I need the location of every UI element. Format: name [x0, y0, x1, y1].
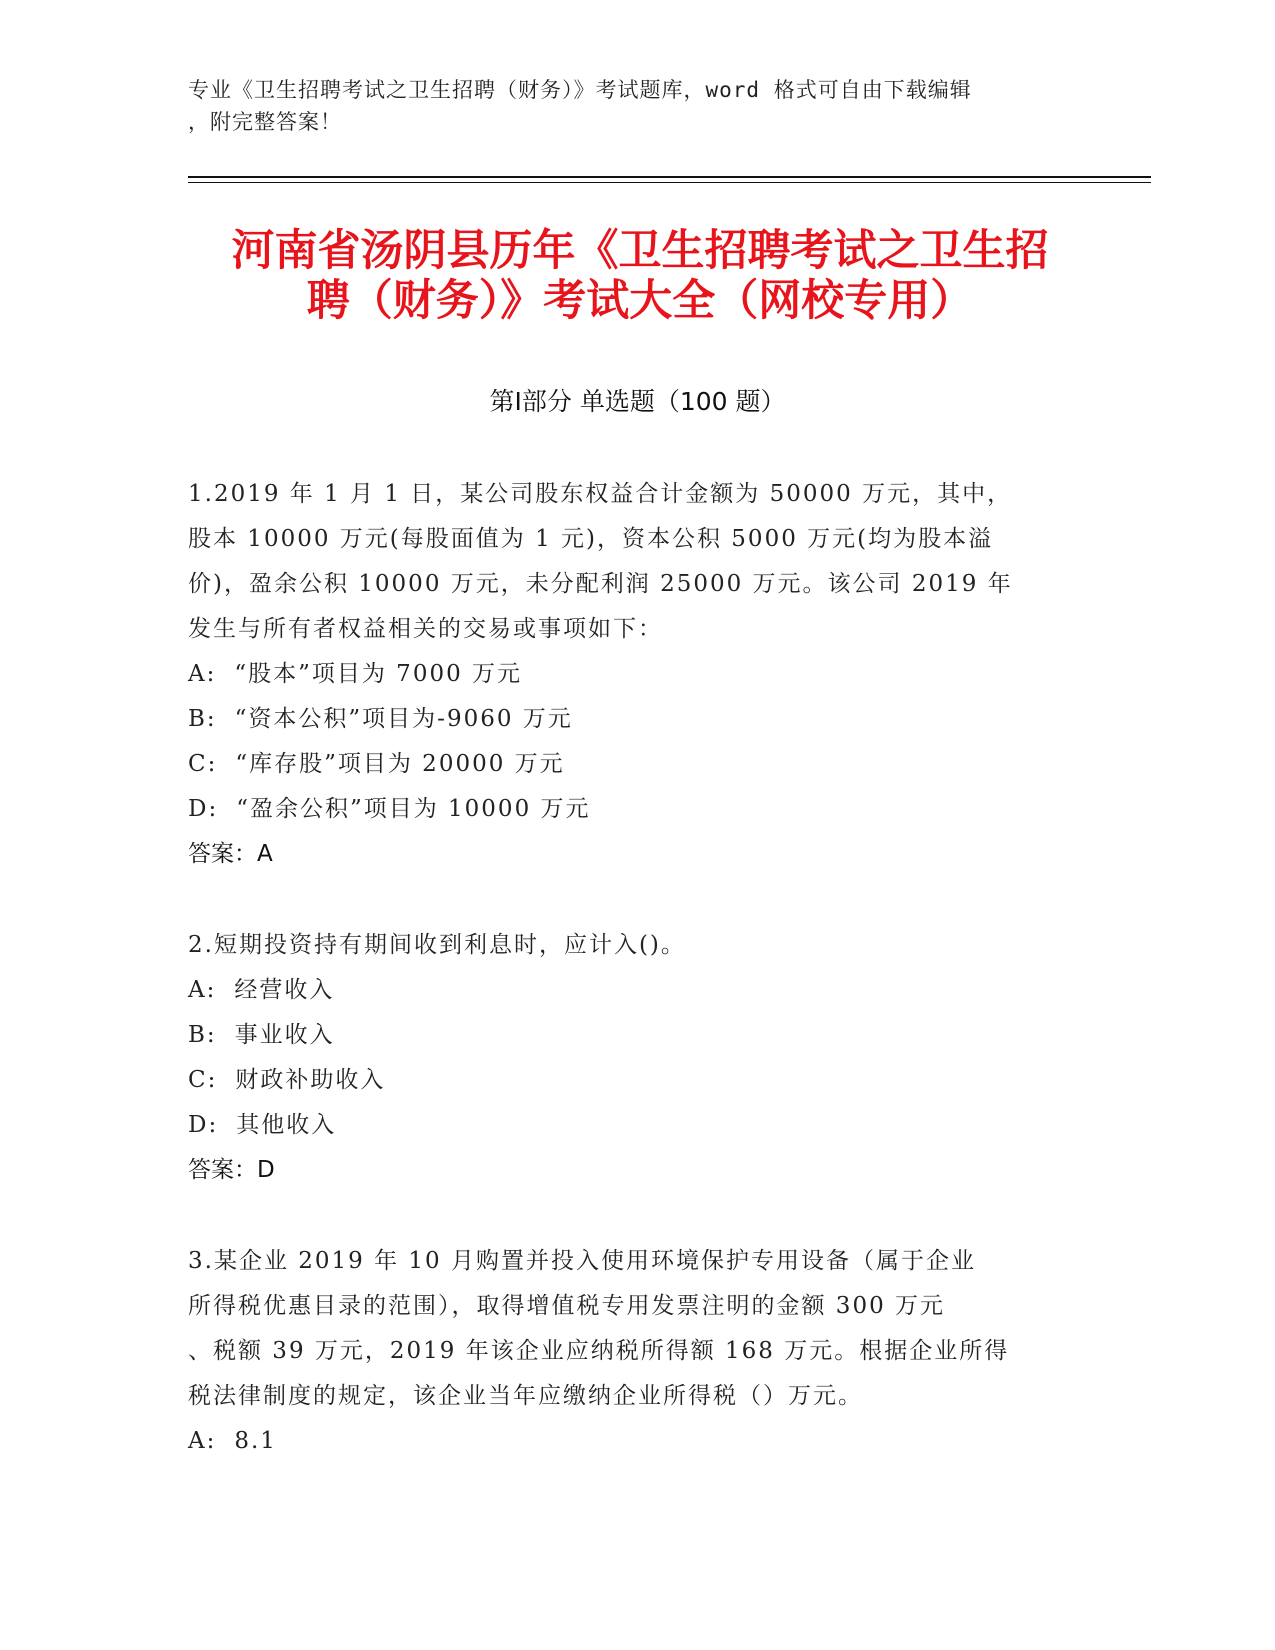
option-d	[188, 787, 1068, 832]
question-stem-line: 、税额 39 万元，2019 年该企业应纳税所得额 168 万元。根据企业所得	[188, 1338, 1010, 1364]
question-stem	[188, 1239, 1068, 1419]
question-stem-line: 发生与所有者权益相关的交易或事项如下：	[188, 616, 663, 642]
option-d	[188, 1103, 1068, 1148]
option-text: 8.1	[234, 1428, 277, 1454]
option-text: “库存股”项目为 20000 万元	[235, 751, 565, 777]
header-note-line: ，附完整答案！	[188, 110, 342, 134]
question-stem-line: 股本 10000 万元(每股面值为 1 元)，资本公积 5000 万元(均为股本溢	[188, 526, 994, 552]
question-stem-line: 2.短期投资持有期间收到利息时，应计入()。	[188, 932, 686, 958]
section-heading: 第Ⅰ部分 单选题（100 题）	[489, 387, 786, 416]
answer-line: 答案：A	[188, 841, 273, 867]
question-stem-line: 1.2019 年 1 月 1 日，某公司股东权益合计金额为 50000 万元，其中，	[188, 481, 1013, 507]
option-label: D:	[188, 1112, 219, 1138]
question-stem	[188, 923, 1068, 968]
header-note	[188, 74, 1068, 138]
option-text: “盈余公积”项目为 10000 万元	[236, 796, 591, 822]
question-stem	[188, 472, 1068, 652]
document-title-line: 聘（财务）》考试大全（网校专用）	[306, 276, 974, 326]
header-divider-thick	[188, 176, 1151, 178]
option-text: “资本公积”项目为-9060 万元	[234, 706, 573, 732]
question-item	[188, 923, 1068, 1193]
option-b	[188, 1013, 1068, 1058]
document-title-line: 河南省汤阴县历年《卫生招聘考试之卫生招	[231, 226, 1049, 276]
option-label: C:	[188, 751, 218, 777]
option-text: 其他收入	[236, 1112, 337, 1138]
option-text: 财政补助收入	[235, 1067, 386, 1093]
option-text: 事业收入	[234, 1022, 335, 1048]
option-a	[188, 1419, 1068, 1464]
option-a	[188, 652, 1068, 697]
option-label: B:	[188, 706, 217, 732]
answer-line: 答案：D	[188, 1157, 275, 1183]
option-text: “股本”项目为 7000 万元	[234, 661, 523, 687]
option-label: A:	[188, 1428, 217, 1454]
option-label: C:	[188, 1067, 218, 1093]
option-c	[188, 742, 1068, 787]
option-b	[188, 697, 1068, 742]
question-stem-line: 价)，盈余公积 10000 万元，未分配利润 25000 万元。该公司 2019 年	[188, 571, 1013, 597]
question-stem-line: 3.某企业 2019 年 10 月购置并投入使用环境保护专用设备（属于企业	[188, 1248, 976, 1274]
option-label: D:	[188, 796, 219, 822]
option-label: A:	[188, 661, 217, 687]
question-item	[188, 1239, 1068, 1464]
question-list	[188, 472, 1068, 1510]
option-a	[188, 968, 1068, 1013]
header-note-line: 专业《卫生招聘考试之卫生招聘（财务）》考试题库，word 格式可自由下载编辑	[188, 78, 972, 102]
option-label: B:	[188, 1022, 217, 1048]
option-c	[188, 1058, 1068, 1103]
document-title	[180, 226, 1100, 326]
question-stem-line: 所得税优惠目录的范围），取得增值税专用发票注明的金额 300 万元	[188, 1293, 946, 1319]
header-divider-thin	[188, 182, 1151, 183]
question-item	[188, 472, 1068, 877]
option-text: 经营收入	[234, 977, 335, 1003]
question-stem-line: 税法律制度的规定，该企业当年应缴纳企业所得税（）万元。	[188, 1383, 863, 1409]
option-label: A:	[188, 977, 217, 1003]
